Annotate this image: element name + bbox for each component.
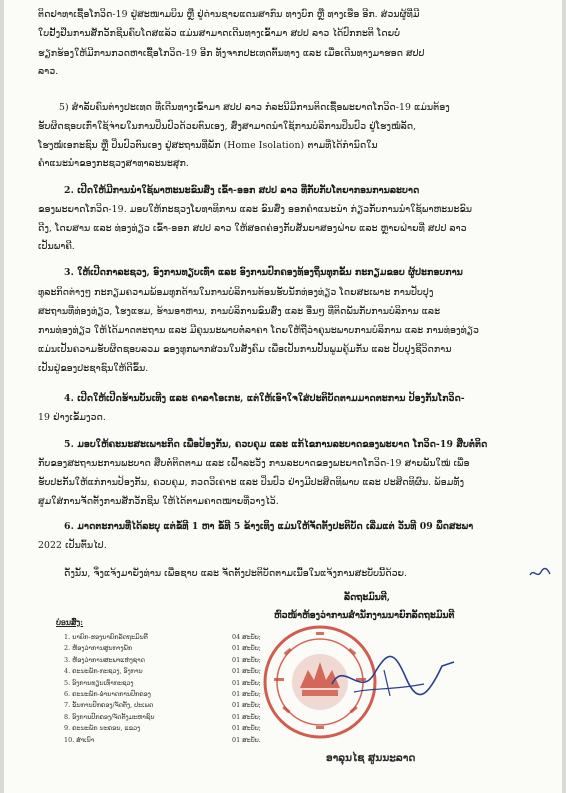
distribution-row-label: 10. ສຳເນົາ <box>64 735 95 744</box>
distribution-row-label: 8. ອົງການປົກຄອງ/ຈັດຕັ້ງມະຫາຊົນ <box>64 712 155 721</box>
body-line: ຮຽກຮ້ອງໃຫ້ມີການກວດຫາເຊື້ອໂກວິດ-19 ອີກ ທັງຈາກປະເທດຕົ້ນທາງ ແລະ ເມື່ອເດີນທາງມາຮອດ ສປປ <box>38 48 425 59</box>
body-line: ຄຳແນະນຳຂອງກະຊວງສາທາລະນະສຸກ. <box>38 158 189 169</box>
body-line: ເປັນຢູ່ຂອງປະຊາຊົນໃຫ້ດີຂຶ້ນ. <box>38 363 149 374</box>
document-page <box>4 0 562 793</box>
closing-line: ດັ່ງນັ້ນ, ຈຶ່ງແຈ້ງມາຍັງທ່ານ ເພື່ອຊາບ ແລະ ຈັດຕັ້ງປະຕິບັດຕາມເນື້ອໃນແຈ້ງການສະບັບນີ້ດ້ວຍ. <box>64 568 408 579</box>
distribution-row-copies: 01 ສະບັບ; <box>232 690 261 698</box>
body-line: 5. ມອບໃຫ້ຄະນະສະເພາະກິດ ເພື່ອປ້ອງກັນ, ຄວບຄຸມ ແລະ ແກ້ໄຂການລະບາດຂອງພະຍາດ ໂກວິດ-19 ສືບຕໍ່ຕິດ <box>64 439 488 450</box>
body-line: ຂອງພະຍາດໂກວິດ-19. ມອບໃຫ້ກະຊວງໂຍທາທິການ ແລະ ຂົນສົ່ງ ອອກຄຳແນະນຳ ກ່ຽວກັບການນຳໃຊ້ພາຫະນະຂົນ <box>38 204 473 215</box>
distribution-row-label: 6. ຄະນະພັກ-ອຳນາດການປົກຄອງ <box>64 690 151 698</box>
body-line: ກັບຂອງສະຖານະການພະບາດ ສືບຕໍ່ຕິດຕາມ ແລະ ເຝົ້າລະວັງ ການລະບາດຂອງພະຍາດໂກວິດ-19 ສາຍພັນໃໝ່ ເພື່ອ <box>38 458 470 469</box>
distribution-row-copies: 01 ສະບັບ; <box>232 678 261 687</box>
body-line: ສະຖານທີ່ທ່ອງທ່ຽວ, ໂຮງແຮມ, ຮ້ານອາຫານ, ການບໍລິການຂົນສົ່ງ ແລະ ອື່ນໆ ທີ່ຕິດພັນກັບການບໍລິການ ແລະ <box>38 306 441 317</box>
body-line: 3. ໃຫ້ເປີດກາລະຊວງ, ອົງການທຽບເທົ່າ ແລະ ອົງການປົກຄອງທ້ອງຖິ່ນທຸກຂັ້ນ ກະກຽມຂອບ ຜູ້ປະກອບການ <box>64 267 463 278</box>
distribution-row-label: 2. ຫ້ອງວ່າການສູນກາງພັກ <box>64 644 133 653</box>
body-line: 6. ມາດຕະການທີ່ໄດ້ລະບຸ ແຕ່ຂໍ້ທີ 1 ຫາ ຂໍ້ທີ 5 ຂ້າງເທິງ ແມ່ນໃຫ້ຈັດຕັ້ງປະຕິບັດ ເລີ່ມແຕ່ ວັນທີ 09 ພຶດສະພາ <box>64 521 474 532</box>
signature-title: ລັດຖະມົນຕີ, <box>344 592 390 603</box>
distribution-row-label: 5. ອົງການທຽບເທົ່າກະຊວງ <box>64 678 134 687</box>
body-line: ຮັບປະກັນໃຫ້ແກ່ການປ້ອງກັນ, ຄວບຄຸມ, ກວດວິເຄາະ ແລະ ປິ່ນປົວ ຢ່າງມີປະສິດທິພາບ ແລະ ປະສິດທິຜົນ. ພ້ອມທັງ <box>38 477 465 488</box>
signature-office: ຫົວໜ້າຫ້ອງວ່າການສຳນັກງານນາຍົກລັດຖະມົນຕີ <box>274 610 455 621</box>
distribution-row-copies: 01 ສະບັບ; <box>232 655 261 664</box>
body-line: ດີງ, ໂດຍສານ ແລະ ທ່ອງທ່ຽວ ເຂົ້າ-ອອກ ສປປ ລາວ ໃຫ້ສອດຄ່ອງກັບສັນຍາສອງຝ່າຍ ແລະ ຫຼາຍຝ່າຍທີ່ ສປປ ລາວ <box>38 223 467 234</box>
distribution-row-label: 3. ຫ້ອງວ່າການສະພາແຫ່ງຊາດ <box>64 655 145 664</box>
distribution-row-label: 7. ຂັ້ນການປົກຄອງ/ຈັດຕັ້ງ, ປະເພດ <box>64 701 154 710</box>
distribution-row-copies: 01 ສະບັບ; <box>232 712 261 721</box>
distribution-row-copies: 04 ສະບັບ; <box>232 633 261 641</box>
body-line: ຕິດຢາທາເຊື້ອໂກວິດ-19 ຢູ່ສະໜາມບິນ ຫຼື ຢູ່ດ່ານຊາຍແດນສາກົນ ທາງບົກ ຫຼື ທາງເຮືອ ອີກ. ສ່ວນຜູ້ທີ່ມີ <box>38 9 420 20</box>
distribution-row-copies: 01 ສະບັບ. <box>232 735 261 744</box>
body-line: 2022 ເປັນຕົ້ນໄປ. <box>38 540 107 551</box>
body-line: ເປັນພາຄີ. <box>38 241 75 252</box>
body-line: 4. ເປີດໃຫ້ເປີດຮ້ານບັນເທີງ ແລະ ຄາລາໂອເກະ, ແຕ່ໃຫ້ເອົາໃຈໃສ່ປະຕິບັດຕາມມາດຕະການ ປ້ອງກັນໂກວິດ- <box>64 393 465 404</box>
body-line: ຮັບຜິດຊອບເກົ່າໃຊ້ຈ່າຍໃນການປິ່ນປົວດ້ວຍຕົນເອງ, ສົ່ງສາມາດນຳໃຊ້ການບໍລິການປິ່ນປົວ ຢູ່ໂຮງໝໍລັດ, <box>38 121 417 132</box>
signatory-name: ອາລຸນໄຊ ສູນນະລາດ <box>326 752 416 764</box>
distribution-row-label: 9. ຄະນະພັກ ນະຄອນ, ແຂວງ <box>64 724 141 733</box>
body-line: ລາວ. <box>38 66 59 77</box>
body-line: 19 ຢ່າງເຂັ້ມງວດ. <box>38 412 106 423</box>
distribution-row-copies: 01 ສະບັບ; <box>232 644 261 653</box>
body-line: ແມ່ນເປັນຄວາມຮັບຜິດຊອບລວມ ຂອງທຸກພາກສ່ວນໃນສັງຄົມ ເພື່ອເປັນການປັ້ນພູມຄຸ້ມກັນ ແລະ ປັບປຸງຊີວິດການ <box>38 344 452 355</box>
initial-mark <box>528 566 552 580</box>
distribution-row-label: 1. ນາຍົກ-ຮອງນາຍົກລັດຖະມົນຕີ <box>64 633 148 641</box>
handwritten-signature <box>324 640 464 710</box>
distribution-row-copies: 01 ສະບັບ; <box>232 724 261 733</box>
distribution-title: ບ່ອນສົ່ງ: <box>56 618 84 627</box>
distribution-row-copies: 01 ສະບັບ; <box>232 667 261 676</box>
body-line: ການທ່ອງທ່ຽວ ໃຫ້ໄດ້ມາດຕະຖານ ແລະ ມີຄຸນນະພາບຕໍ່ລາຄາ ໂດຍໃຫ້ຖືວ່າຄຸນະພາບການບໍລິການ ແລະ ການທ່ອງທ່ຽວ <box>38 325 479 336</box>
body-line: ທຸລະກິດຕ່າງໆ ກະກຽມຄວາມພ້ອມທຸກດ້ານໃນການບໍລິການຕ້ອນຮັບນັກທ່ອງທ່ຽວ ໂດຍສະເພາະ ການປັບປຸງ <box>38 287 434 298</box>
body-line: ໃບຢັ້ງຢືນການສັກວັກຊີນຄົບໂດສແລ້ວ ແມ່ນສາມາດເດີນທາງເຂົ້າມາ ສປປ ລາວ ໄດ້ປົກກະຕິ ໂດຍບໍ່ <box>38 28 401 39</box>
distribution-row-label: 4. ຄະນະພັກ-ກະຊວງ, ອົງການ <box>64 667 143 676</box>
body-line: ໂຮງໝໍເອກະຊົນ ຫຼື ປິ່ນປົວຕົນເອງ ຢູ່ສະຖານທີ່ພັກ (Home Isolation) ຕາມທີ່ໄດ້ກຳນົດໃນ <box>38 140 378 151</box>
body-line: ສູມໃສ່ການຈັດຕັ້ງການສັກວັກຊີນ ໃຫ້ໄດ້ຕາມຄາດໝາຍທີ່ວາງໄວ້. <box>38 496 279 507</box>
distribution-row-copies: 01 ສະບັບ; <box>232 701 261 710</box>
body-line: 2. ເປີດໃຫ້ມີການນຳໃຊ້ພາຫະນະຂົນສົ່ງ ເຂົ້າ-ອອກ ສປປ ລາວ ທີ່ກັບກັບໂຕຍາກອນການລະບາດ <box>64 185 420 196</box>
body-line: 5) ສຳລັບຄົນຕ່າງປະເທດ ທີ່ເດີນທາງເຂົ້າມາ ສປປ ລາວ ກໍລະນີມີການຕິດເຊື້ອພະຍາດໂກວິດ-19 ແມ່ນຕ້ອງ <box>59 102 450 113</box>
